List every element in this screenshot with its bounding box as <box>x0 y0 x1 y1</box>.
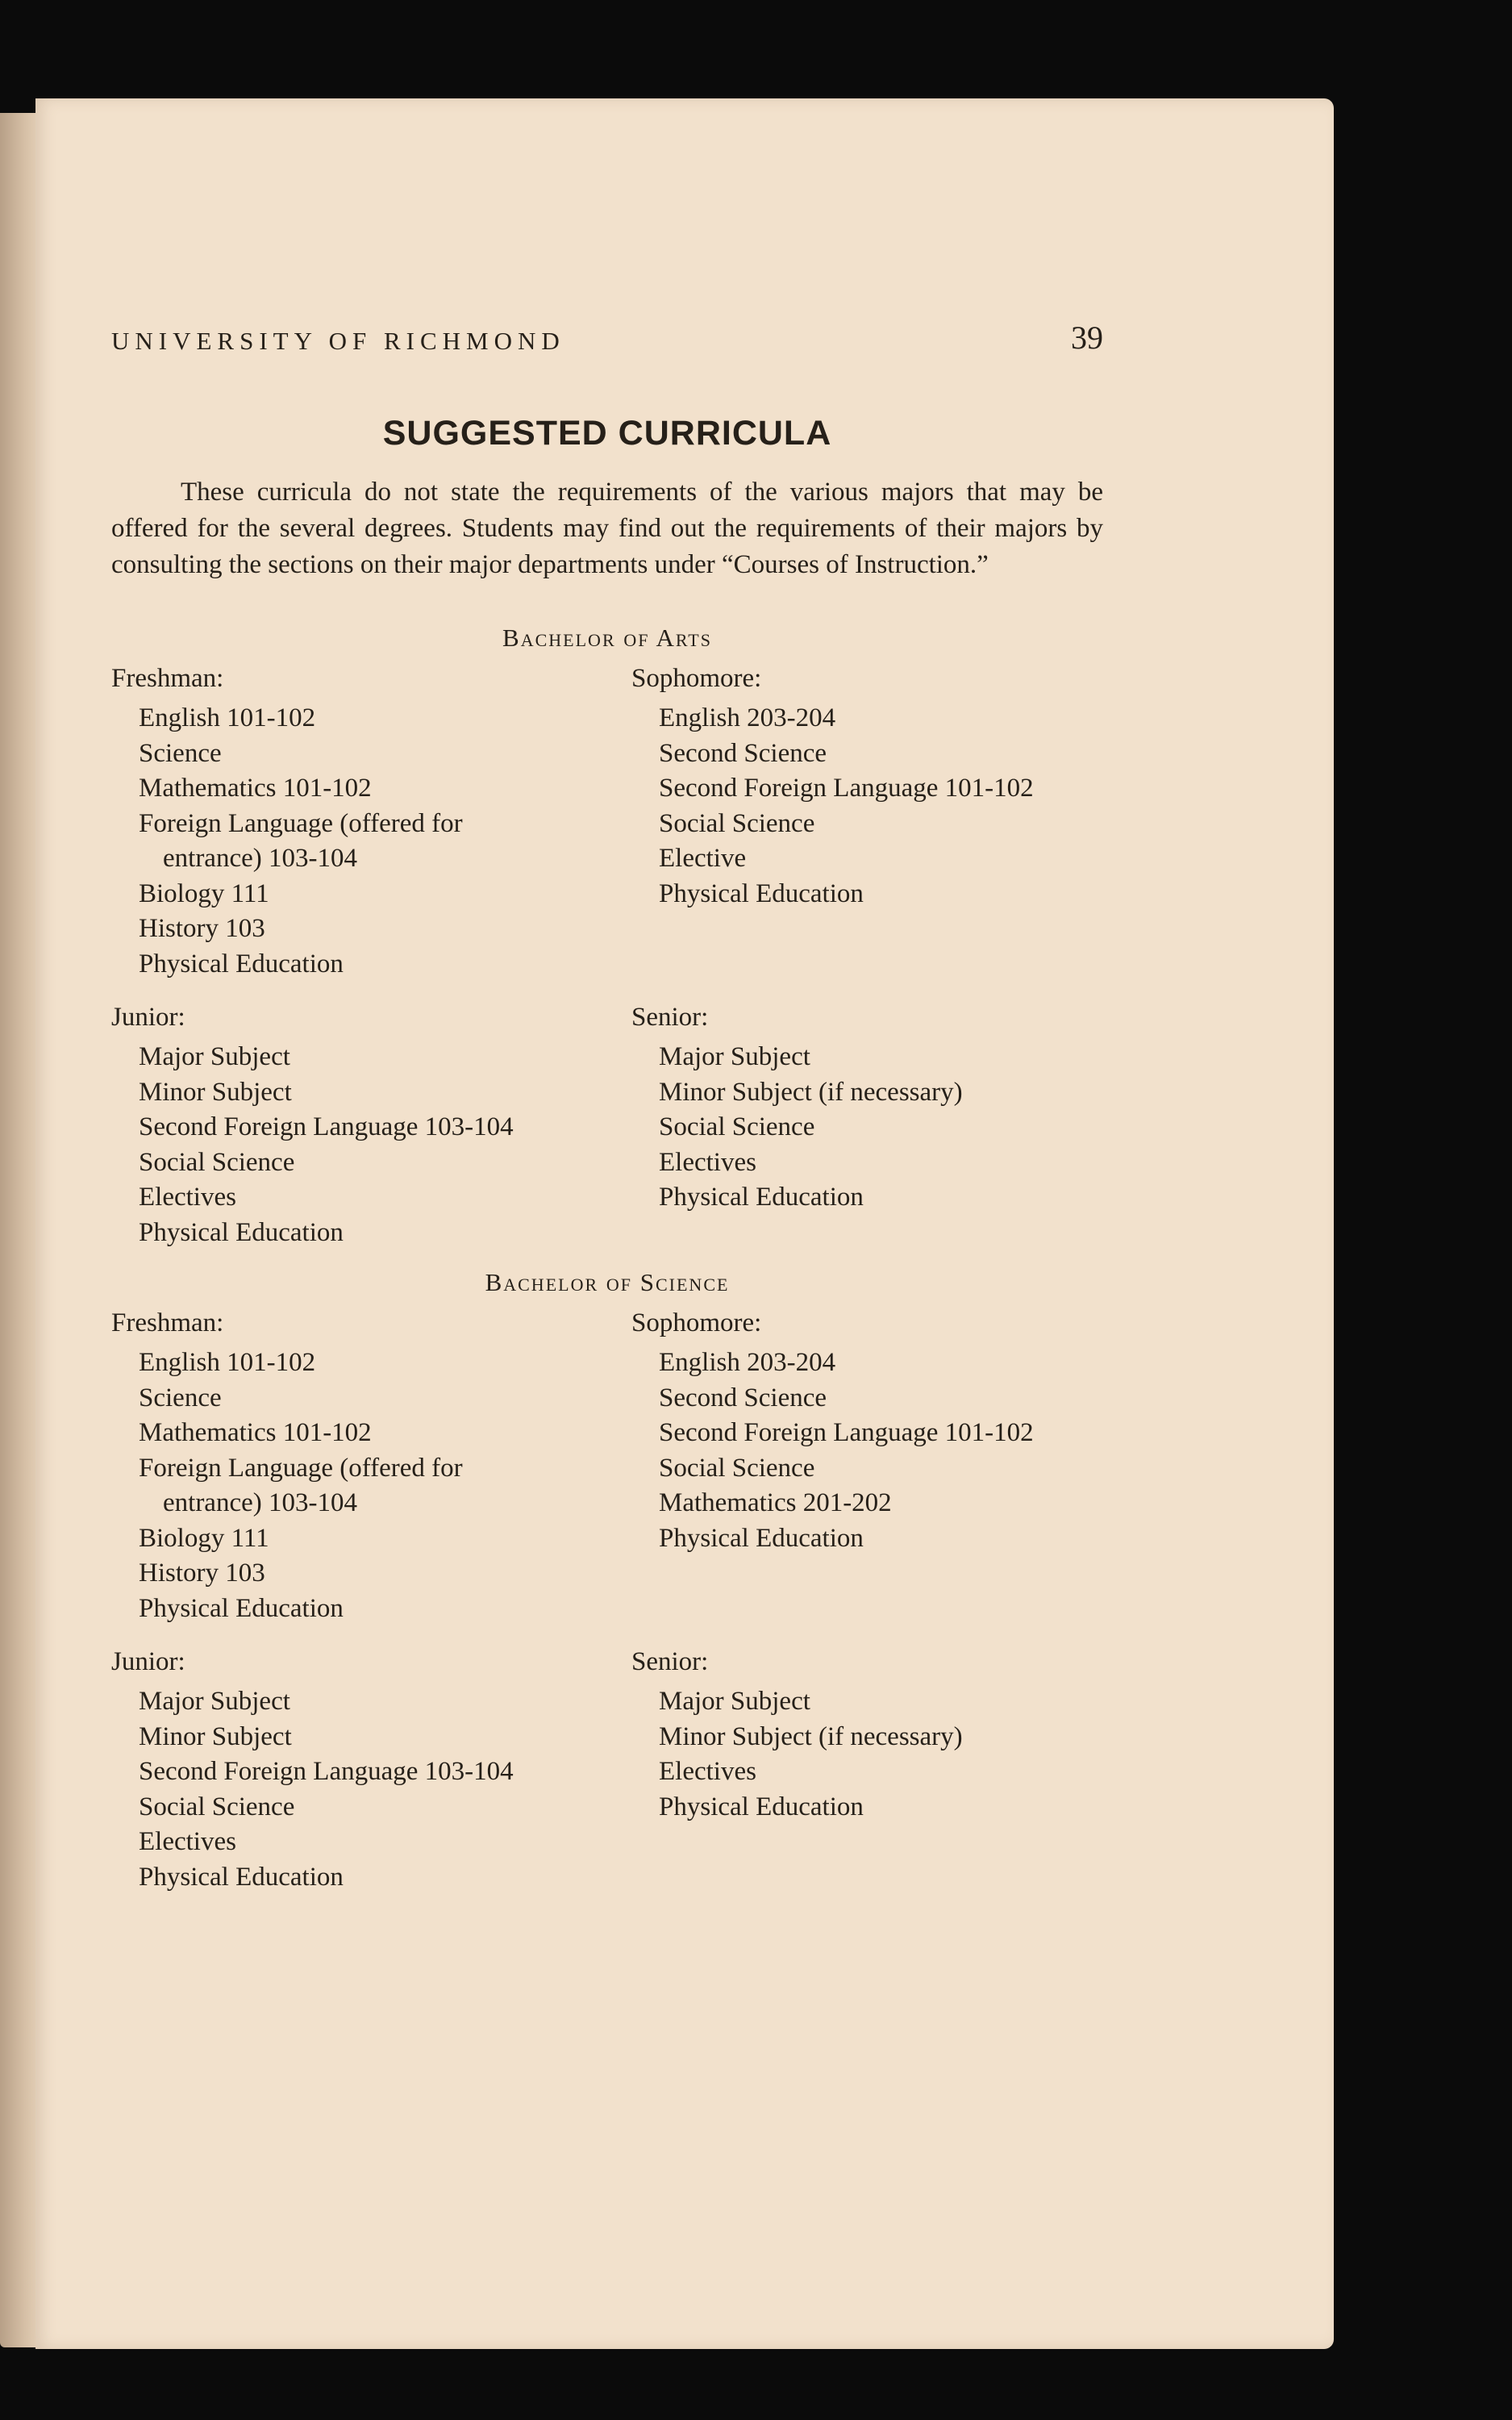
course-item: Physical Education <box>139 949 344 978</box>
course-item: Minor Subject <box>139 1721 292 1751</box>
course-item: Second Science <box>659 738 827 768</box>
year-block-freshman <box>111 661 631 982</box>
course-item: Physical Education <box>139 1217 344 1247</box>
course-item: entrance) 103-104 <box>163 844 357 873</box>
course-item: English 203-204 <box>659 703 836 732</box>
course-item: Mathematics 201-202 <box>659 1488 892 1517</box>
course-list <box>631 1040 1103 1216</box>
course-item: Electives <box>659 1757 756 1786</box>
course-item: Social Science <box>659 808 815 838</box>
course-list <box>631 701 1103 912</box>
course-item: Major Subject <box>139 1687 290 1716</box>
course-item: English 101-102 <box>139 1348 316 1377</box>
course-item: Electives <box>139 1827 236 1856</box>
course-item: Electives <box>659 1147 756 1177</box>
course-list <box>111 701 631 982</box>
year-block-freshman <box>111 1305 631 1626</box>
page-number: 39 <box>1071 319 1103 356</box>
course-item: Physical Education <box>659 878 864 908</box>
year-block-senior <box>631 999 1103 1250</box>
year-label: Freshman: <box>111 1308 224 1337</box>
course-list <box>111 1040 631 1250</box>
degree-heading-arts: Bachelor of Arts <box>502 624 712 652</box>
course-item: Social Science <box>139 1147 295 1177</box>
course-item: Elective <box>659 844 747 873</box>
course-item: History 103 <box>139 1558 265 1588</box>
year-block-junior <box>111 1644 631 1895</box>
course-list <box>631 1684 1103 1825</box>
course-item: Science <box>139 1383 222 1412</box>
page-title: SUGGESTED CURRICULA <box>382 414 832 453</box>
course-item: Second Foreign Language 101-102 <box>659 774 1034 803</box>
year-label: Junior: <box>111 1003 185 1032</box>
course-item: Second Science <box>659 1383 827 1412</box>
year-label: Senior: <box>631 1647 709 1676</box>
curriculum-grid-science <box>111 1305 1103 1895</box>
course-item: Biology 111 <box>139 878 269 908</box>
year-block-sophomore <box>631 1305 1103 1626</box>
course-item: Second Foreign Language 103-104 <box>139 1112 514 1141</box>
year-label: Sophomore: <box>631 664 762 693</box>
course-item: History 103 <box>139 914 265 943</box>
page-header <box>111 319 1103 359</box>
year-label: Senior: <box>631 1003 709 1032</box>
running-head: UNIVERSITY OF RICHMOND <box>111 327 565 355</box>
course-item: Physical Education <box>139 1593 344 1623</box>
curriculum-grid-arts <box>111 661 1103 1250</box>
course-item: English 203-204 <box>659 1348 836 1377</box>
year-label: Sophomore: <box>631 1308 762 1337</box>
year-label: Freshman: <box>111 664 224 693</box>
course-item: Mathematics 101-102 <box>139 1418 372 1447</box>
course-item: Major Subject <box>659 1042 810 1071</box>
course-item: Minor Subject <box>139 1077 292 1107</box>
course-item: Foreign Language (offered for <box>139 1453 463 1483</box>
course-item: Physical Education <box>139 1862 344 1892</box>
course-list <box>111 1346 631 1626</box>
course-item: Second Foreign Language 101-102 <box>659 1418 1034 1447</box>
course-item: Foreign Language (offered for <box>139 808 463 838</box>
course-item: Second Foreign Language 103-104 <box>139 1757 514 1786</box>
course-item: Major Subject <box>659 1687 810 1716</box>
year-label: Junior: <box>111 1647 185 1676</box>
course-item: Mathematics 101-102 <box>139 774 372 803</box>
course-item: Physical Education <box>659 1792 864 1821</box>
course-item: Science <box>139 738 222 768</box>
course-item: entrance) 103-104 <box>163 1488 357 1517</box>
year-block-junior <box>111 999 631 1250</box>
degree-heading-science: Bachelor of Science <box>485 1268 730 1296</box>
course-list <box>631 1346 1103 1556</box>
course-item: Social Science <box>139 1792 295 1821</box>
course-item: Major Subject <box>139 1042 290 1071</box>
page-content <box>111 319 1103 1895</box>
course-item: Minor Subject (if necessary) <box>659 1077 963 1107</box>
year-block-sophomore <box>631 661 1103 982</box>
course-item: Physical Education <box>659 1523 864 1553</box>
year-block-senior <box>631 1644 1103 1895</box>
course-item: Social Science <box>659 1112 815 1141</box>
course-item: Social Science <box>659 1453 815 1483</box>
course-item: Electives <box>139 1183 236 1212</box>
course-item: Minor Subject (if necessary) <box>659 1721 963 1751</box>
intro-paragraph: These curricula do not state the requirements of the various majors that may be offered for the several degrees. Students may find out the requirements of their majors by consulting the sections on their major departments under “Courses of Instruction.” <box>111 478 1103 579</box>
course-item: Physical Education <box>659 1183 864 1212</box>
course-item: English 101-102 <box>139 703 316 732</box>
course-list <box>111 1684 631 1895</box>
course-item: Biology 111 <box>139 1523 269 1553</box>
